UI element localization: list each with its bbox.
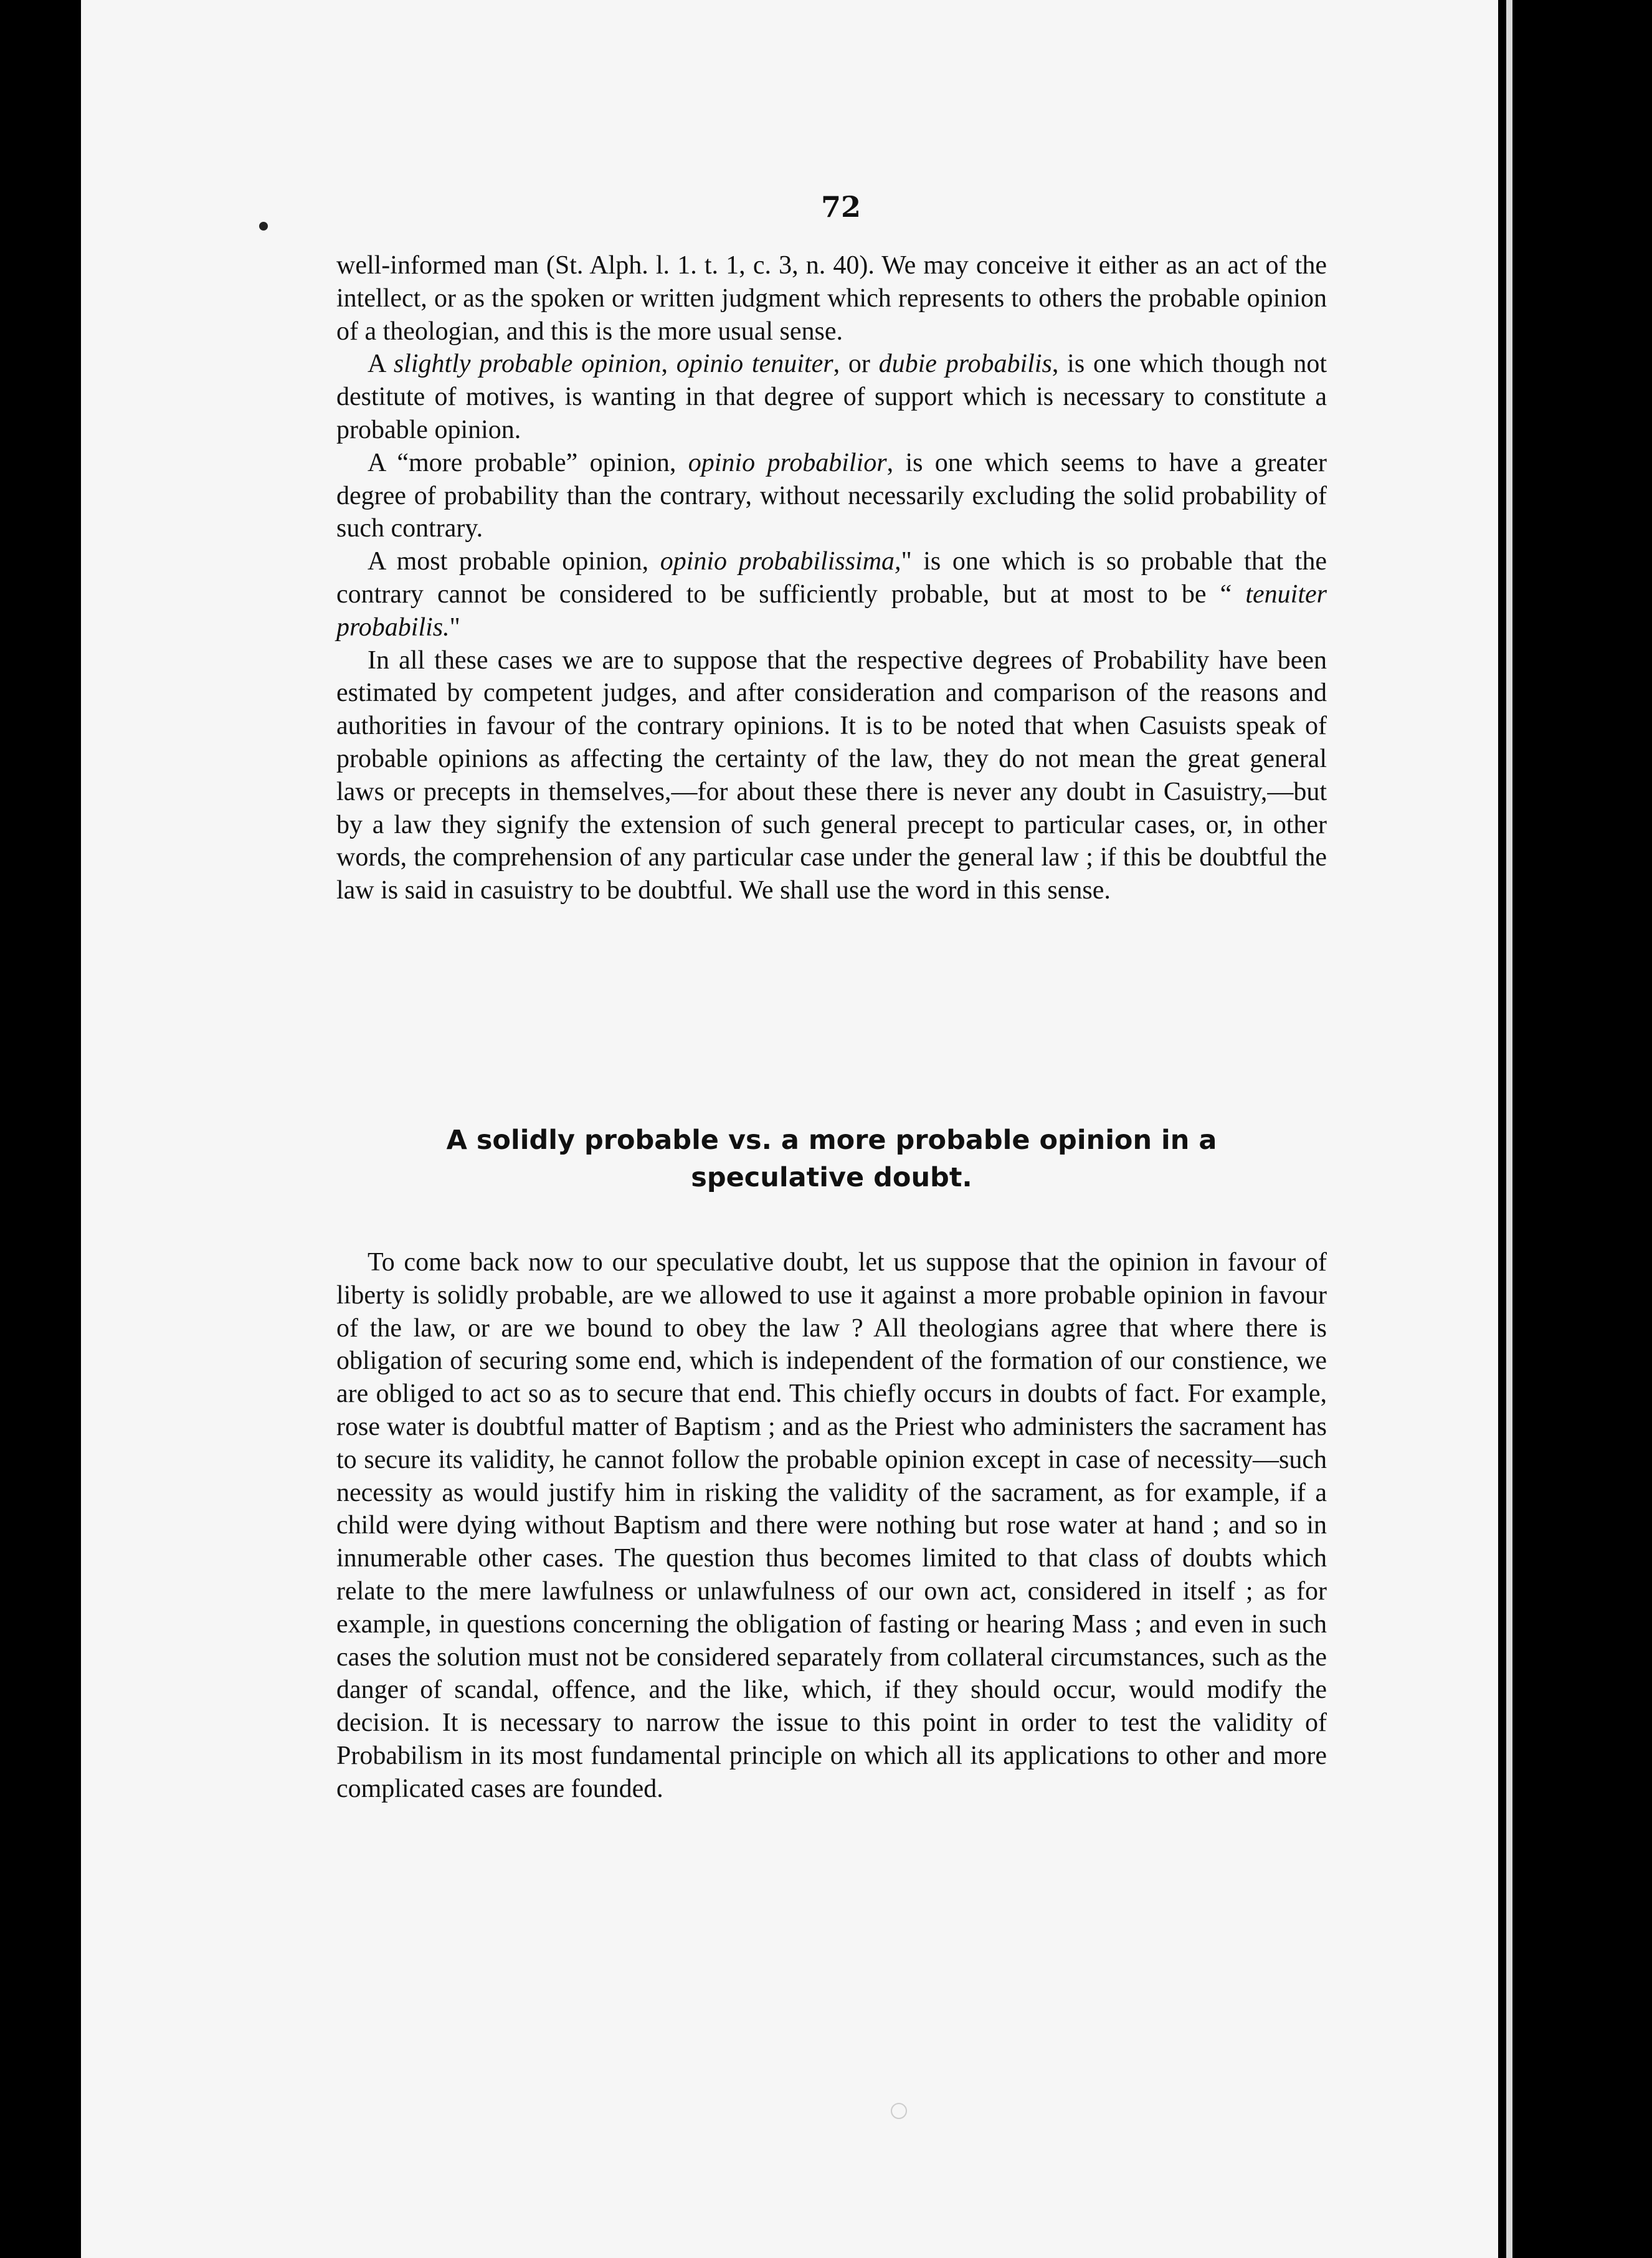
paragraph: [336, 249, 1327, 348]
text-run: well-informed man (St. Alph. l. 1. t. 1, c. 3, n. 40). We may conceive it either as an act of the intellect, or as the spoken or written judgment which represents to others the probable opinion of a theologian, and this is the more usual sense.: [336, 251, 1327, 346]
scan-border-left: [0, 0, 81, 2258]
text-run: To come back now to our speculative doubt, let us suppose that the opinion in favour of liberty is solidly probable, are we allowed to use it against a more probable opinion in favour of the law, or are we bound to obey the law ? All theologians agree that where there is obligation of securing some end, which is independent of the formation of our constience, we are obliged to act so as to secure that end. This chiefly occurs in doubts of fact. For example, rose water is doubtful matter of Baptism ; and as the Priest who administers the sacrament has to secure its validity, he cannot follow the probable opinion except in case of necessity—such necessity as would justify him in risking the validity of the sacrament, as for example, if a child were dying without Baptism and there were nothing but rose water at hand ; and so in innumerable other cases. The question thus becomes limited to that class of doubts which relate to the mere lawfulness or unlawfulness of our own act, considered in itself ; as for example, in questions concerning the obligation of fasting or hearing Mass ; and even in such cases the solution must not be considered separately from collateral circumstances, such as the danger of scandal, offence, and the like, which, if they should occur, would modify the decision. It is necessary to narrow the issue to this point in order to test the validity of Probabilism in its most fundamental principle on which all its applications to other and more complicated cases are founded.: [336, 1248, 1327, 1803]
text-run: ": [449, 612, 460, 642]
page-number: 72: [821, 190, 862, 224]
section-heading-line-1: A solidly probable vs. a more probable opinion in a: [446, 1125, 1217, 1156]
paragraph: [336, 1246, 1327, 1806]
paragraph: [336, 644, 1327, 907]
text-run: A “more probable” opinion,: [368, 448, 688, 477]
italic-term: slightly probable opinion: [393, 350, 662, 379]
ink-speck: [259, 222, 268, 231]
text-block-bottom: [336, 1246, 1327, 1806]
text-run: A most probable opinion,: [368, 547, 660, 576]
text-run: A: [368, 350, 394, 379]
paragraph: [336, 447, 1327, 545]
page-edge: [1506, 0, 1512, 2258]
scan-border-right: [1498, 0, 1652, 2258]
paragraph: [336, 348, 1327, 446]
italic-term: opinio probabilior: [688, 448, 887, 477]
paragraph: [336, 545, 1327, 644]
section-heading-line-2: speculative doubt.: [691, 1162, 972, 1193]
text-run: , is one which seems to have a greater degree of probability than the contrary, without necessarily excluding the solid probability of such contrary.: [336, 448, 1327, 543]
text-run: ,: [661, 350, 676, 379]
section-heading: [330, 1122, 1333, 1196]
text-run: , or: [833, 350, 879, 379]
text-run: In all these cases we are to suppose that the respective degrees of Probability have been estimated by competent judges, and after consideration and comparison of the reasons and authorities in favour of the contrary opinions. It is to be noted that when Casuists speak of probable opinions as affecting the certainty of the law, they do not mean the great general laws or precepts in themselves,—for about these there is never any doubt in Casuistry,—but by a law they signify the extension of such general precept to particular cases, or, in other words, the comprehension of any particular case under the general law ; if this be doubtful the law is said in casuistry to be doubtful. We shall use the word in this sense.: [336, 645, 1327, 905]
text-run: " is one which is so probable that the contrary cannot be considered to be sufficiently probable, but at most to be “: [336, 547, 1327, 609]
text-block-top: [336, 249, 1327, 907]
italic-term: opinio probabilissima,: [660, 547, 901, 576]
italic-term: opinio tenuiter: [676, 350, 833, 379]
text-run: , is one which though not destitute of motives, is wanting in that degree of support which is necessary to constitute a probable opinion.: [336, 350, 1327, 444]
italic-term: dubie probabilis: [878, 350, 1052, 379]
italic-term: tenuiter probabilis.: [336, 579, 1327, 642]
paper-mark: [891, 2103, 907, 2119]
